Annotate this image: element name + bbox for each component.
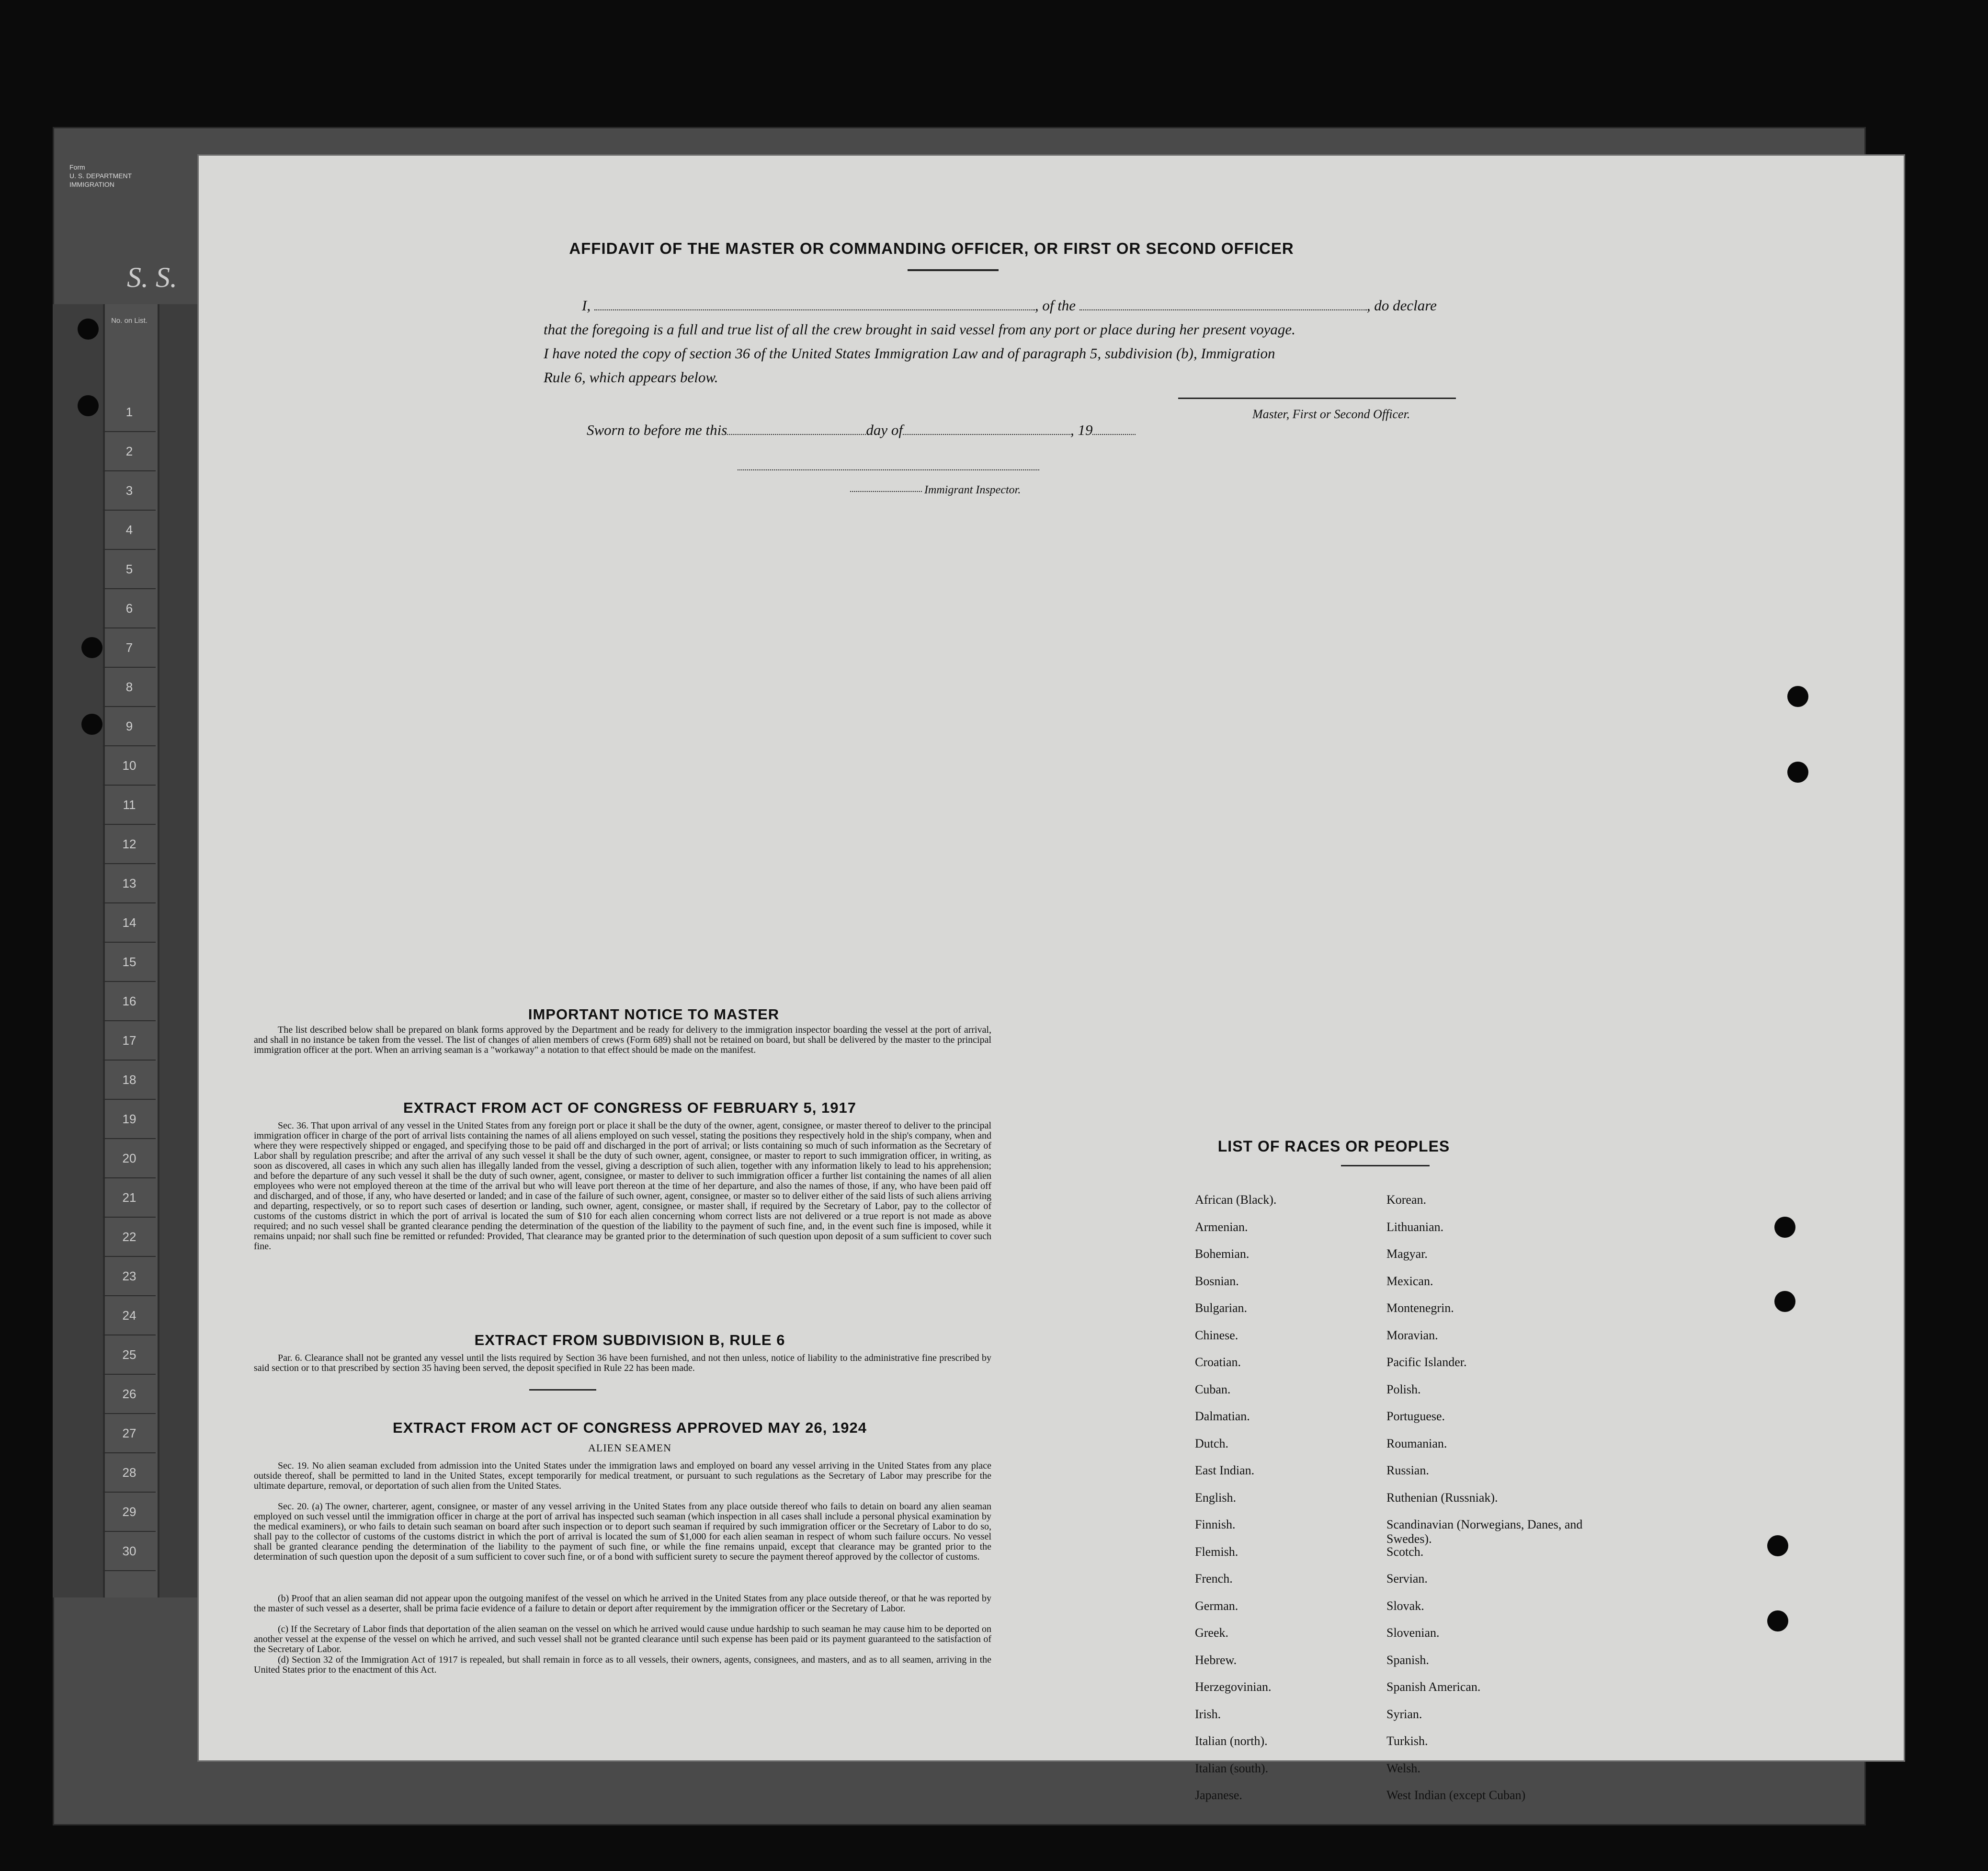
affidavit-line-1 xyxy=(582,297,1437,314)
back-row-number: 24 xyxy=(103,1296,156,1335)
race-item: Dalmatian. xyxy=(1195,1409,1250,1423)
race-item: Flemish. xyxy=(1195,1544,1238,1559)
extract-rule6-title: EXTRACT FROM SUBDIVISION B, RULE 6 xyxy=(474,1332,785,1348)
affidavit-line-2: that the foregoing is a full and true list of all the crew brought in said vessel from any port or place during her present voyage. xyxy=(544,321,1295,338)
back-row-number: 9 xyxy=(103,707,156,746)
name-blank xyxy=(594,298,1035,310)
back-row-number: 26 xyxy=(103,1375,156,1414)
signature-line xyxy=(1178,398,1456,399)
extract-1917-text: Sec. 36. That upon arrival of any vessel in the United States from any foreign port or place it shall be the duty of the owner, agent, consignee, or master thereof to deliver to the principal immigration officer in charge of the port of arrival lists containing the names of all aliens employed on such vessel, stating the positions they respectively hold in the ship's company, when and where they were respectively shipped or engaged, and specifying those to be paid off and discharged in the port of arrival; or lists containing so much of such information as the Secretary of Labor shall by regulation prescribe; and after the arrival of any such vessel it shall be the duty of such owner, agent, consignee, or master to report to such immigration officer, in writing, as soon as discovered, all cases in which any such alien has illegally landed from the vessel, giving a description of such alien, together with any information likely to lead to his apprehension; and before the departure of any such vessel it shall be the duty of such owner, agent, consignee, or master to deliver to such immigration officer a further list containing the names of all alien employees who were not employed thereon at the time of the arrival but who will leave port thereon at the time of her departure, and also the names of those, if any, who have been paid off and discharged, and of those, if any, who have deserted or landed; and in case of the failure of such owner, agent, consignee, or master so to deliver either of the said lists of such aliens arriving and departing, respectively, or so to report such cases of desertion or landing, such owner, agent, consignee, or master shall, if required by the Secretary of Labor, pay to the collector of customs of the customs district in which the port of arrival is located the sum of $10 for each alien concerning whom correct lists are not delivered or a true report is not made as above required; and no such vessel shall be granted clearance pending the determination of the question of the liability to the payment of such fine, and, in the event such fine is imposed, while it remains unpaid; nor shall such fine be remitted or refunded: Provided, That clearance may be granted prior to the determination of such question upon deposit of a sum sufficient to cover such fine. xyxy=(254,1120,991,1252)
race-item: West Indian (except Cuban) xyxy=(1386,1788,1526,1802)
back-row-number: 28 xyxy=(103,1453,156,1493)
race-item: Croatian. xyxy=(1195,1355,1241,1369)
section-rule xyxy=(529,1389,596,1391)
race-item: African (Black). xyxy=(1195,1193,1277,1207)
race-item: Magyar. xyxy=(1386,1247,1428,1261)
race-item: English. xyxy=(1195,1490,1236,1505)
race-item: German. xyxy=(1195,1598,1238,1613)
back-row-number: 22 xyxy=(103,1218,156,1257)
extract-1917-title: EXTRACT FROM ACT OF CONGRESS OF FEBRUARY 5, 1917 xyxy=(403,1099,856,1116)
back-row-number: 2 xyxy=(103,432,156,471)
race-item: Scotch. xyxy=(1386,1544,1424,1559)
binder-hole xyxy=(1767,1535,1788,1556)
back-row-number: 8 xyxy=(103,668,156,707)
race-item: Armenian. xyxy=(1195,1220,1248,1234)
race-item: Italian (north). xyxy=(1195,1734,1268,1748)
back-row-number: 1 xyxy=(103,393,156,432)
back-row-number: 19 xyxy=(103,1100,156,1139)
race-item: Pacific Islander. xyxy=(1386,1355,1467,1369)
affidavit-of-the: , of the xyxy=(1034,297,1076,314)
binder-hole xyxy=(1767,1610,1788,1631)
race-item: Hebrew. xyxy=(1195,1653,1237,1667)
sworn-year: , 19 xyxy=(1070,422,1093,438)
race-item: Slovak. xyxy=(1386,1598,1424,1613)
extract-1924-title: EXTRACT FROM ACT OF CONGRESS APPROVED MAY 26, 1924 xyxy=(393,1419,867,1436)
affidavit-declare: , do declare xyxy=(1366,297,1437,314)
race-item: Slovenian. xyxy=(1386,1626,1440,1640)
back-row-number: 4 xyxy=(103,511,156,550)
back-column-header: No. on List. xyxy=(111,317,148,325)
back-row-number: 16 xyxy=(103,982,156,1021)
race-item: Spanish. xyxy=(1386,1653,1429,1667)
extract-1924-sec20c: (c) If the Secretary of Labor finds that deportation of the alien seaman on the vessel on which he arrived would cause undue hardship to such seaman he may cause him to be deported on another vessel at the expense of the vessel on which he arrived, and such vessel shall not be granted clearance until such expense has been paid or its payment guaranteed to the satisfaction of the Secretary of Labor. xyxy=(254,1624,991,1654)
inspector-label: Immigrant Inspector. xyxy=(924,484,1021,496)
back-form-header: Form U. S. DEPARTMENT IMMIGRATION xyxy=(69,163,132,188)
race-item: Mexican. xyxy=(1386,1274,1433,1288)
back-row-number: 25 xyxy=(103,1335,156,1375)
affidavit-title: AFFIDAVIT OF THE MASTER OR COMMANDING OFFICER, OR FIRST OR SECOND OFFICER xyxy=(569,240,1294,257)
sworn-text: Sworn to before me this xyxy=(587,422,727,438)
binder-hole xyxy=(81,637,102,658)
notice-text: The list described below shall be prepared on blank forms approved by the Department and be ready for delivery to the immigration inspector boarding the vessel at the port of arrival, and shall in no instance be taken from the vessel. The list of changes of alien members of crews (Form 689) shall not be retained on board, but shall be delivered by the master to the principal immigration officer at the port. When an arriving seaman is a "workaway" a notation to that effect should be made on the manifest. xyxy=(254,1025,991,1055)
race-item: Ruthenian (Russniak). xyxy=(1386,1490,1498,1505)
sworn-date-blank xyxy=(727,422,866,435)
extract-1924-sec20b: (b) Proof that an alien seaman did not appear upon the outgoing manifest of the vessel on which he arrived in the United States from any place outside thereof, or that he was reported by the master of such vessel as a deserter, shall be prima facie evidence of a failure to detain or deport after requirement by the immigration officer or the Secretary of Labor. xyxy=(254,1593,991,1614)
inspector-signature-line xyxy=(738,469,1039,471)
affidavit-page xyxy=(199,156,1904,1802)
sworn-year-blank xyxy=(1092,422,1136,435)
extract-1924-sec19: Sec. 19. No alien seaman excluded from admission into the United States under the immigration laws and employed on board any vessel arriving in the United States from any place outside thereof, shall be permitted to land in the United States, except temporarily for medical treatment, or pursuant to such regulations as the Secretary of Labor may prescribe for the ultimate departure, removal, or deportation of such alien from the United States. xyxy=(254,1460,991,1491)
binder-hole xyxy=(1787,762,1808,783)
binder-hole xyxy=(1774,1291,1795,1312)
back-row-number: 13 xyxy=(103,864,156,903)
race-item: Scandinavian (Norwegians, Danes, and Swedes). xyxy=(1386,1517,1583,1546)
race-item: Lithuanian. xyxy=(1386,1220,1444,1234)
race-item: Welsh. xyxy=(1386,1761,1420,1775)
race-item: East Indian. xyxy=(1195,1463,1255,1477)
race-item: Montenegrin. xyxy=(1386,1301,1454,1315)
binder-hole xyxy=(1774,1217,1795,1238)
back-row-number: 21 xyxy=(103,1178,156,1218)
back-row-number: 23 xyxy=(103,1257,156,1296)
back-row-number: 27 xyxy=(103,1414,156,1453)
back-row-number: 20 xyxy=(103,1139,156,1178)
binder-hole xyxy=(78,319,99,340)
race-item: Roumanian. xyxy=(1386,1436,1447,1450)
back-row-numbers xyxy=(103,393,156,1571)
race-item: Bosnian. xyxy=(1195,1274,1239,1288)
race-item: Moravian. xyxy=(1386,1328,1438,1342)
binder-hole xyxy=(81,714,102,735)
back-row-number: 15 xyxy=(103,943,156,982)
binder-hole xyxy=(1787,686,1808,707)
race-item: Polish. xyxy=(1386,1382,1421,1396)
race-item: Servian. xyxy=(1386,1572,1428,1586)
race-item: Cuban. xyxy=(1195,1382,1231,1396)
extract-rule6-text: Par. 6. Clearance shall not be granted any vessel until the lists required by Section 36 have been furnished, and not then unless, notice of liability to the administrative fine prescribed by said section or to that prescribed by section 35 having been served, the deposit specified in Rule 22 has been made. xyxy=(254,1353,991,1373)
race-item: Syrian. xyxy=(1386,1707,1422,1721)
back-vessel-prefix: S. S. xyxy=(127,262,177,293)
race-item: Bohemian. xyxy=(1195,1247,1250,1261)
race-item: Chinese. xyxy=(1195,1328,1238,1342)
race-item: Dutch. xyxy=(1195,1436,1229,1450)
back-row-number: 10 xyxy=(103,746,156,786)
notice-title: IMPORTANT NOTICE TO MASTER xyxy=(528,1006,780,1023)
affidavit-line-3: I have noted the copy of section 36 of the United States Immigration Law and of paragraph 5, subdivision (b), Immigration xyxy=(544,345,1275,362)
race-item: Irish. xyxy=(1195,1707,1221,1721)
extract-1924-sec20d: (d) Section 32 of the Immigration Act of 1917 is repealed, but shall remain in force as to all vessels, their owners, agents, consignees, and masters, and as to all seamen, arriving in the United States prior to the enactment of this Act. xyxy=(254,1654,991,1675)
race-item: Korean. xyxy=(1386,1193,1427,1207)
back-row-number: 12 xyxy=(103,825,156,864)
race-item: Spanish American. xyxy=(1386,1680,1481,1694)
sworn-line xyxy=(587,422,1136,439)
sworn-month-blank xyxy=(903,422,1070,435)
race-item: Russian. xyxy=(1386,1463,1429,1477)
back-row-number: 18 xyxy=(103,1061,156,1100)
affidavit-line-4: Rule 6, which appears below. xyxy=(544,369,718,386)
race-item: Portuguese. xyxy=(1386,1409,1445,1423)
inspector-dotted-lead xyxy=(850,491,922,492)
race-item: Herzegovinian. xyxy=(1195,1680,1272,1694)
back-row-number: 30 xyxy=(103,1532,156,1571)
races-title-rule xyxy=(1341,1165,1430,1166)
back-row-number: 7 xyxy=(103,628,156,668)
races-right-column xyxy=(1386,1193,1592,1815)
race-item: Turkish. xyxy=(1386,1734,1428,1748)
back-row-number: 17 xyxy=(103,1021,156,1061)
vessel-blank xyxy=(1079,298,1367,310)
signature-label: Master, First or Second Officer. xyxy=(1252,407,1410,421)
affidavit-i: I, xyxy=(582,297,591,314)
back-row-number: 29 xyxy=(103,1493,156,1532)
race-item: French. xyxy=(1195,1572,1233,1586)
races-left-column xyxy=(1195,1193,1276,1815)
title-rule xyxy=(908,269,999,271)
extract-1924-sec20a: Sec. 20. (a) The owner, charterer, agent, consignee, or master of any vessel arriving in the United States from any place outside thereof who fails to detain on board any alien seaman employed on such vessel until the immigration officer in charge at the port of arrival has inspected such seaman (which inspection in all cases shall include a personal physical examination by the medical examiners), or who fails to detain such seaman on board after such inspection or to deport such seaman if required by such immigration officer or the Secretary of Labor to do so, shall pay to the collector of customs of the customs district in which the port of arrival is located the sum of $1,000 for each alien seaman in respect of whom such failure occurs. No vessel shall be granted clearance pending the determination of the liability to the payment of such fine, or while the fine remains unpaid, except that clearance may be granted prior to the determination of such question upon the deposit of a sum sufficient to cover such fine, or of a bond with sufficient surety to secure the payment thereof approved by the collector of customs. xyxy=(254,1501,991,1562)
race-item: Greek. xyxy=(1195,1626,1229,1640)
races-title: LIST OF RACES OR PEOPLES xyxy=(1217,1138,1450,1155)
binder-hole xyxy=(78,395,99,416)
race-item: Italian (south). xyxy=(1195,1761,1269,1775)
race-item: Japanese. xyxy=(1195,1788,1242,1802)
sworn-day-of: day of xyxy=(866,422,903,438)
back-row-number: 3 xyxy=(103,471,156,511)
race-item: Finnish. xyxy=(1195,1517,1236,1531)
race-item: Bulgarian. xyxy=(1195,1301,1248,1315)
back-row-number: 5 xyxy=(103,550,156,589)
back-row-number: 14 xyxy=(103,903,156,943)
back-row-number: 6 xyxy=(103,589,156,628)
back-row-number: 11 xyxy=(103,786,156,825)
extract-1924-subtitle: ALIEN SEAMEN xyxy=(588,1442,671,1454)
